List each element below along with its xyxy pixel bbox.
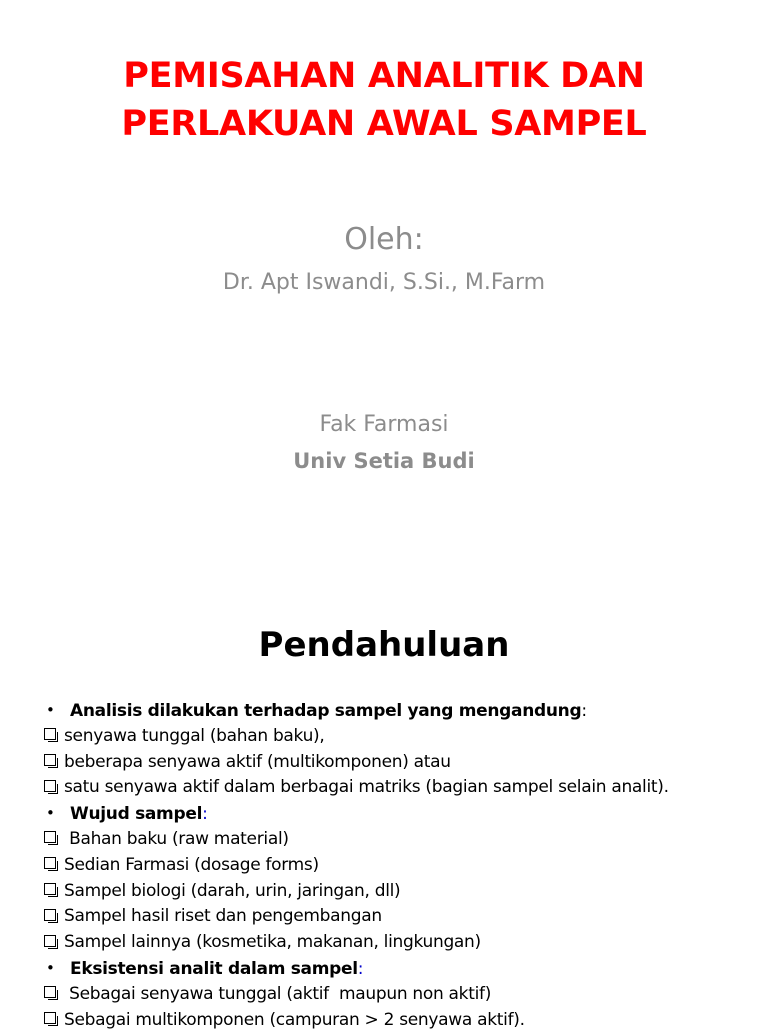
checkbox-square-icon: [44, 728, 56, 740]
bullet-item: [46, 956, 766, 982]
item-text: Eksistensi analit dalam sampel: [70, 958, 358, 979]
bullet-icon: •: [46, 804, 55, 823]
item-text: satu senyawa aktif dalam berbagai matriks (bagian sampel selain analit).: [64, 777, 669, 798]
checkbox-square-icon: [44, 831, 56, 843]
title-line-1: PEMISAHAN ANALITIK DAN: [123, 56, 645, 96]
checkbox-square-icon: [44, 780, 56, 792]
bullet-icon: •: [46, 958, 55, 977]
item-text: beberapa senyawa aktif (multikomponen) atau: [64, 751, 451, 772]
item-text: Sedian Farmasi (dosage forms): [64, 854, 319, 875]
checkbox-item: [44, 853, 764, 879]
checkbox-item: [44, 930, 764, 956]
title-line-2: PERLAKUAN AWAL SAMPEL: [121, 104, 647, 144]
university-name: Univ Setia Budi: [293, 449, 475, 473]
item-text: Sampel lainnya (kosmetika, makanan, lingkungan): [64, 932, 481, 953]
item-text: Analisis dilakukan terhadap sampel yang mengandung: [70, 700, 582, 721]
checkbox-square-icon: [44, 986, 56, 998]
checkbox-item: [44, 1008, 764, 1033]
item-colon: :: [581, 700, 587, 721]
checkbox-square-icon: [44, 1012, 56, 1024]
checkbox-item: [44, 879, 764, 905]
checkbox-square-icon: [44, 909, 56, 921]
item-colon: :: [357, 958, 364, 979]
content-slide: [0, 600, 768, 1030]
item-text: senyawa tunggal (bahan baku),: [64, 725, 325, 746]
bullet-item: [46, 698, 766, 724]
checkbox-square-icon: [44, 883, 56, 895]
item-text: Wujud sampel: [70, 804, 203, 825]
section-heading: Pendahuluan: [258, 625, 510, 665]
by-label: Oleh:: [344, 222, 424, 257]
checkbox-item: [44, 775, 764, 801]
slide-title: [0, 52, 768, 148]
item-text: Sebagai senyawa tunggal (aktif maupun non aktif): [64, 983, 492, 1004]
content-list: [46, 698, 766, 1033]
bullet-item: [46, 801, 766, 827]
checkbox-square-icon: [44, 935, 56, 947]
checkbox-item: [44, 982, 764, 1008]
author-name: Dr. Apt Iswandi, S.Si., M.Farm: [222, 270, 546, 295]
checkbox-item: [44, 904, 764, 930]
item-text: Sebagai multikomponen (campuran > 2 senyawa aktif).: [64, 1009, 525, 1030]
item-text: Bahan baku (raw material): [64, 828, 289, 849]
item-text: Sampel hasil riset dan pengembangan: [64, 906, 382, 927]
checkbox-square-icon: [44, 754, 56, 766]
bullet-icon: •: [46, 701, 55, 719]
faculty-name: Fak Farmasi: [319, 412, 449, 437]
checkbox-item: [44, 750, 764, 776]
item-colon: :: [202, 804, 208, 825]
checkbox-square-icon: [44, 857, 56, 869]
checkbox-item: [44, 724, 764, 750]
item-text: Sampel biologi (darah, urin, jaringan, dll): [64, 880, 401, 901]
checkbox-item: [44, 827, 764, 853]
